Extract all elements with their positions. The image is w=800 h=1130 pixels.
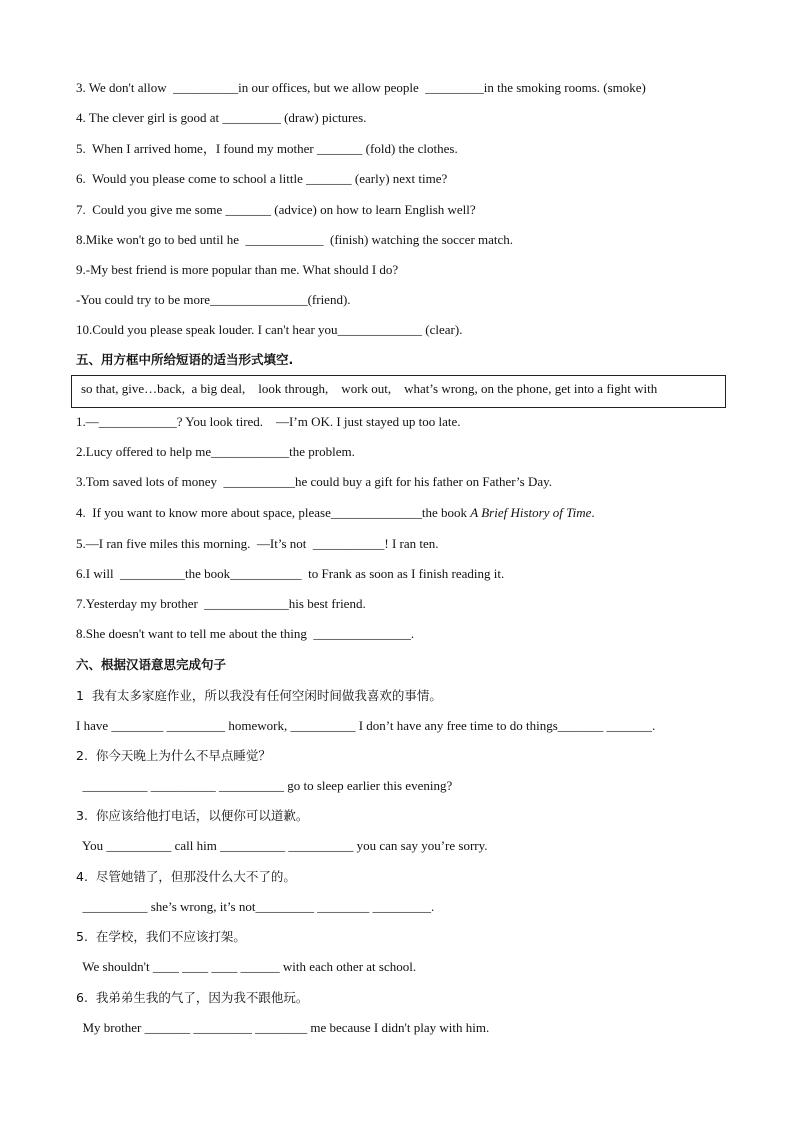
question-6-3-chinese: 3. 你应该给他打电话，以便你可以道歉。 bbox=[76, 808, 309, 823]
question-4-3: 3. We don't allow __________in our offices, but we allow people _________in the smoking rooms. (smoke) bbox=[76, 80, 646, 95]
question-5-2: 2.Lucy offered to help me____________the problem. bbox=[76, 444, 355, 459]
question-4-9-prompt: 9.-My best friend is more popular than me. What should I do? bbox=[76, 262, 399, 277]
question-4-9-answer: -You could try to be more_______________(friend). bbox=[76, 292, 351, 307]
question-5-5: 5.—I ran five miles this morning. —It’s not ___________! I ran ten. bbox=[76, 536, 439, 551]
question-6-1-english: I have ________ _________ homework, __________ I don’t have any free time to do things_______ _______. bbox=[76, 718, 656, 733]
question-4-10: 10.Could you please speak louder. I can't hear you_____________ (clear). bbox=[76, 322, 463, 337]
question-4-5: 5. When I arrived home，I found my mother _______ (fold) the clothes. bbox=[76, 141, 458, 156]
question-6-4-chinese: 4. 尽管她错了，但那没什么大不了的。 bbox=[76, 869, 296, 884]
question-5-6: 6.I will __________the book___________ to Frank as soon as I finish reading it. bbox=[76, 566, 505, 581]
question-4-6: 6. Would you please come to school a little _______ (early) next time? bbox=[76, 171, 448, 186]
phrase-box bbox=[71, 375, 726, 408]
book-title: A Brief History of Time bbox=[470, 505, 592, 520]
question-6-5-english: We shouldn't ____ ____ ____ ______ with each other at school. bbox=[76, 959, 417, 974]
question-5-4 bbox=[76, 505, 595, 521]
question-6-6-chinese: 6. 我弟弟生我的气了，因为我不跟他玩。 bbox=[76, 990, 309, 1005]
question-6-5-chinese: 5. 在学校，我们不应该打架。 bbox=[76, 929, 246, 944]
question-4-4: 4. The clever girl is good at _________ (draw) pictures. bbox=[76, 110, 367, 125]
section-5-heading: 五、用方框中所给短语的适当形式填空. bbox=[76, 352, 294, 367]
phrase-box-text: so that, give…back, a big deal, look through, work out, what’s wrong, on the phone, get into a fight with bbox=[81, 381, 658, 396]
question-6-1-chinese: 1 我有太多家庭作业，所以我没有任何空闲时间做我喜欢的事情。 bbox=[76, 688, 442, 703]
question-6-2-english: __________ __________ __________ go to sleep earlier this evening? bbox=[76, 778, 453, 793]
question-5-4-end: . bbox=[591, 505, 595, 520]
question-4-7: 7. Could you give me some _______ (advice) on how to learn English well? bbox=[76, 202, 476, 217]
question-5-8: 8.She doesn't want to tell me about the thing _______________. bbox=[76, 626, 415, 641]
question-6-3-english: You __________ call him __________ __________ you can say you’re sorry. bbox=[76, 838, 488, 853]
question-4-8: 8.Mike won't go to bed until he ____________ (finish) watching the soccer match. bbox=[76, 232, 514, 247]
question-5-3: 3.Tom saved lots of money ___________he could buy a gift for his father on Father’s Day. bbox=[76, 474, 553, 489]
question-5-7: 7.Yesterday my brother _____________his best friend. bbox=[76, 596, 366, 611]
question-6-6-english: My brother _______ _________ ________ me because I didn't play with him. bbox=[76, 1020, 490, 1035]
question-5-1: 1.—____________? You look tired. —I’m OK. I just stayed up too late. bbox=[76, 414, 461, 429]
question-5-4-text: 4. If you want to know more about space, please______________the book bbox=[76, 505, 471, 520]
question-6-2-chinese: 2. 你今天晚上为什么不早点睡觉？ bbox=[76, 748, 271, 763]
question-6-4-english: __________ she’s wrong, it’s not_________ ________ _________. bbox=[76, 899, 435, 914]
section-6-heading: 六、根据汉语意思完成句子 bbox=[76, 657, 227, 672]
